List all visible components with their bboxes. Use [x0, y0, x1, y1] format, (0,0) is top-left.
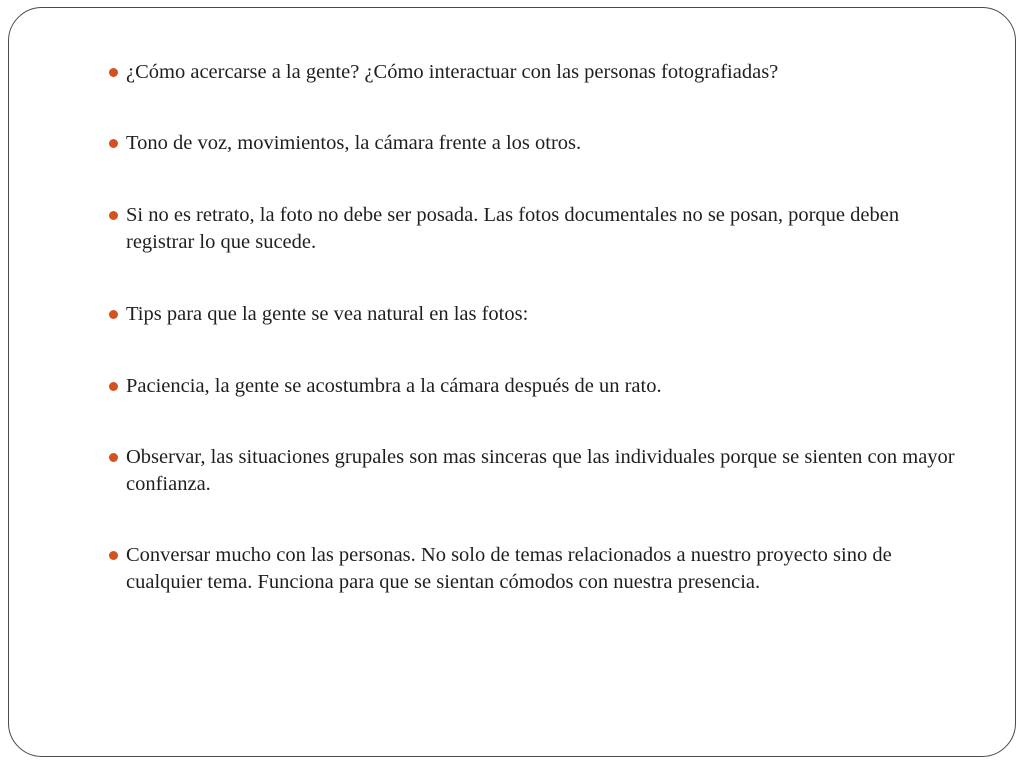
bullet-dot-icon [109, 382, 118, 391]
bullet-dot-icon [109, 551, 118, 560]
bullet-item [126, 59, 956, 86]
bullet-text: Paciencia, la gente se acostumbra a la cámara después de un rato. [126, 375, 662, 397]
bullet-item [126, 130, 956, 157]
bullet-dot-icon [109, 310, 118, 319]
bullet-text: Si no es retrato, la foto no debe ser posada. Las fotos documentales no se posan, porque deben registrar lo que sucede. [126, 204, 900, 253]
bullet-item [126, 373, 956, 400]
bullet-dot-icon [109, 139, 118, 148]
bullet-dot-icon [109, 211, 118, 220]
bullet-item [126, 444, 956, 498]
bullet-item [126, 301, 956, 328]
bullet-text: Tono de voz, movimientos, la cámara frente a los otros. [126, 132, 582, 154]
bullet-text: Observar, las situaciones grupales son mas sinceras que las individuales porque se sienten con mayor confianza. [126, 446, 955, 495]
bullet-text: Conversar mucho con las personas. No solo de temas relacionados a nuestro proyecto sino de cualquier tema. Funciona para que se sientan cómodos con nuestra presencia. [126, 544, 892, 593]
bullet-text: Tips para que la gente se vea natural en las fotos: [126, 303, 529, 325]
bullet-dot-icon [109, 68, 118, 77]
bullet-text: ¿Cómo acercarse a la gente? ¿Cómo interactuar con las personas fotografiadas? [126, 61, 779, 83]
bullet-dot-icon [109, 453, 118, 462]
bullet-item [126, 202, 956, 256]
slide-frame [8, 7, 1016, 757]
bullet-item [126, 542, 956, 596]
